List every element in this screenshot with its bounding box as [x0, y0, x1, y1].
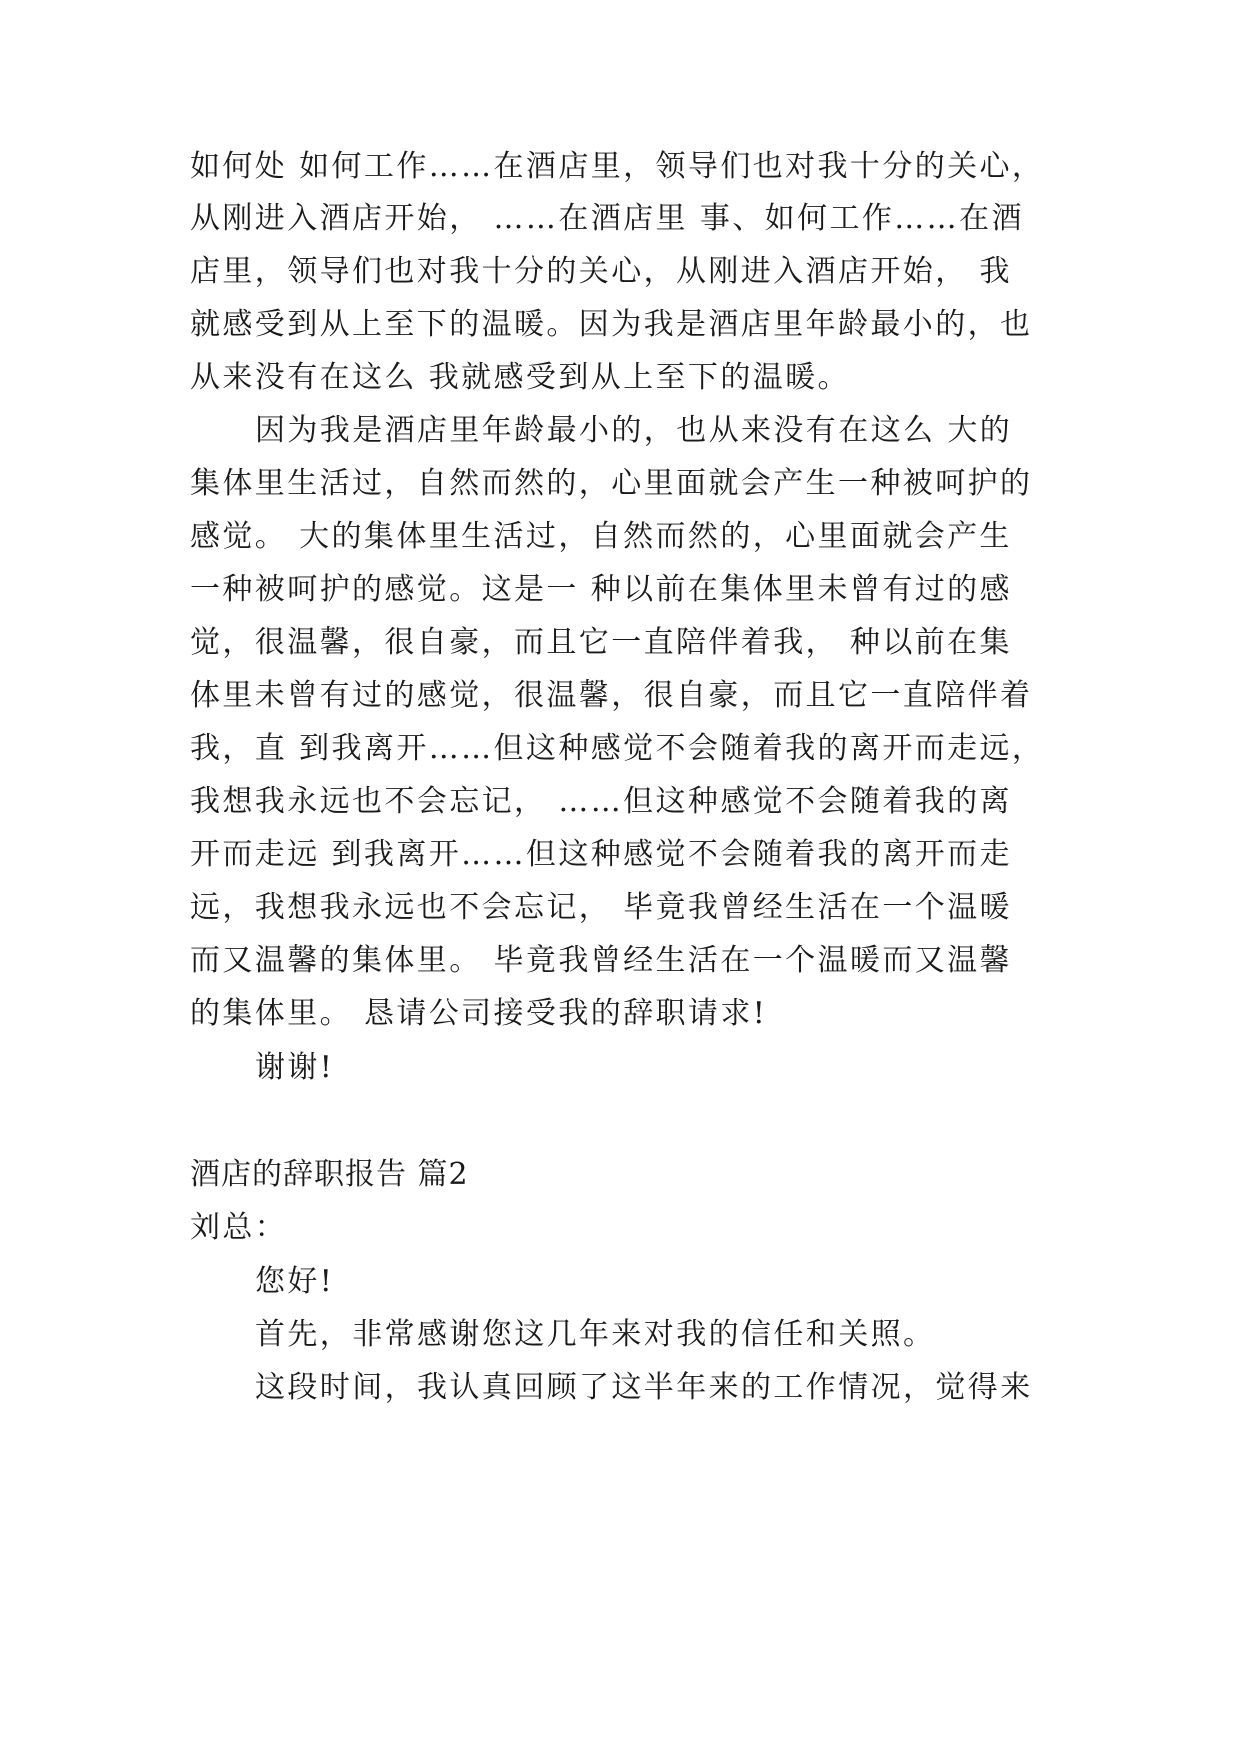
- body-line: 觉，很温馨，很自豪，而且它一直陪伴着我， 种以前在集: [190, 625, 1012, 660]
- body-line: 如何处 如何工作……在酒店里，领导们也对我十分的关心，: [190, 149, 1045, 184]
- greeting: 您好!: [255, 1264, 335, 1299]
- closing-thanks: 谢谢!: [255, 1050, 335, 1085]
- salutation: 刘总：: [190, 1210, 288, 1245]
- body-line: 从来没有在这么 我就感受到从上至下的温暖。: [190, 360, 850, 395]
- body-line: 的集体里。 恳请公司接受我的辞职请求!: [190, 996, 768, 1031]
- body-line: 远，我想我永远也不会忘记， 毕竟我曾经生活在一个温暖: [190, 890, 1012, 925]
- section-heading: 酒店的辞职报告 篇2: [190, 1157, 469, 1192]
- body-line: 我想我永远也不会忘记， ……但这种感觉不会随着我的离: [190, 784, 1012, 819]
- body-line: 一种被呵护的感觉。这是一 种以前在集体里未曾有过的感: [190, 572, 1012, 607]
- body-line: 体里未曾有过的感觉，很温馨，很自豪，而且它一直陪伴着: [190, 678, 1033, 713]
- paragraph-start-line: 因为我是酒店里年龄最小的，也从来没有在这么 大的: [255, 413, 1013, 448]
- body-line: 我，直 到我离开……但这种感觉不会随着我的离开而走远，: [190, 731, 1045, 766]
- body-line: 而又温馨的集体里。 毕竟我曾经生活在一个温暖而又温馨: [190, 943, 1012, 978]
- body-line: 从刚进入酒店开始， ……在酒店里 事、如何工作……在酒: [190, 201, 1024, 236]
- paragraph-start-line: 首先，非常感谢您这几年来对我的信任和关照。: [255, 1317, 936, 1352]
- paragraph-start-line: 这段时间，我认真回顾了这半年来的工作情况，觉得来: [255, 1370, 1033, 1405]
- body-line: 集体里生活过，自然而然的，心里面就会产生一种被呵护的: [190, 466, 1033, 501]
- body-line: 店里，领导们也对我十分的关心，从刚进入酒店开始， 我: [190, 254, 1012, 289]
- body-line: 感觉。 大的集体里生活过，自然而然的，心里面就会产生: [190, 519, 1012, 554]
- body-line: 就感受到从上至下的温暖。因为我是酒店里年龄最小的，也: [190, 307, 1033, 342]
- body-line: 开而走远 到我离开……但这种感觉不会随着我的离开而走: [190, 837, 1012, 872]
